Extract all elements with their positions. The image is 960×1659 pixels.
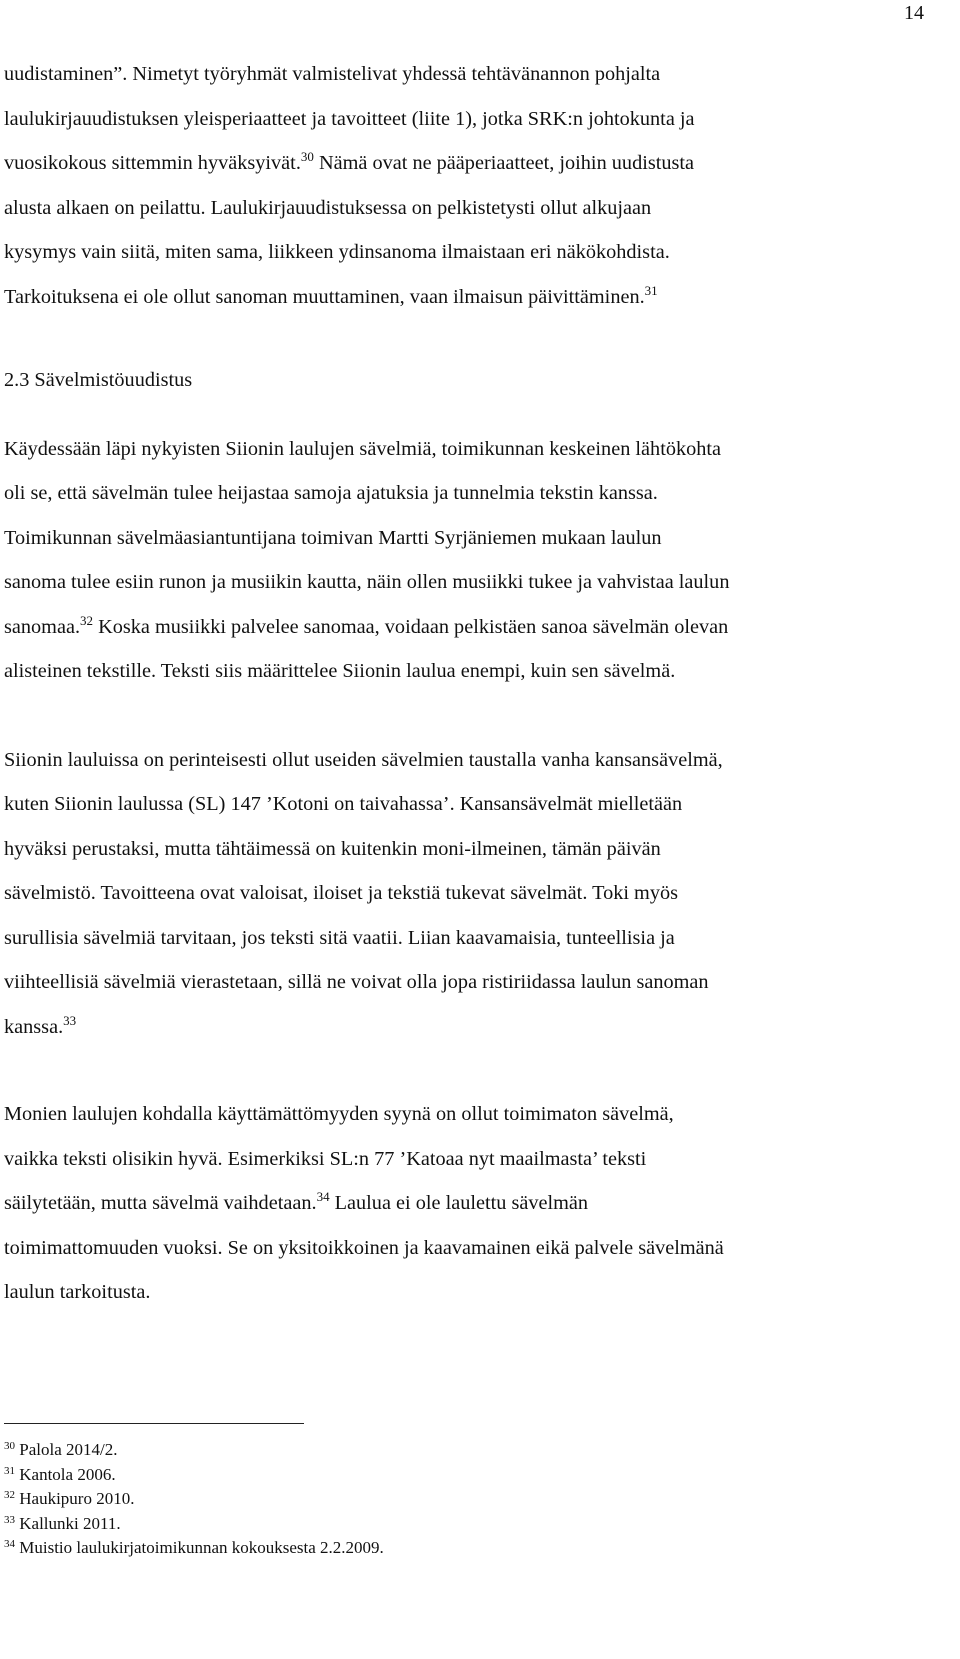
text-line [4, 1005, 924, 1050]
footnote-33 [4, 1512, 604, 1537]
footnote-ref-30[interactable]: 30 [300, 149, 314, 164]
footnote-31 [4, 1463, 604, 1488]
text-span: kanssa. [4, 1015, 64, 1038]
footnote-number: 34 [4, 1538, 15, 1550]
footnote-ref-31[interactable]: 31 [644, 282, 658, 298]
paragraph-3 [4, 1092, 924, 1315]
text-span: Laulua ei ole laulettu sävelmän [329, 1192, 589, 1214]
text-line: hyväksi perustaksi, mutta tähtäimessä on kuitenkin moni-ilmeinen, tämän päivän [4, 837, 661, 860]
text-span: Tarkoituksena ei ole ollut sanoman muuttaminen, vaan ilmaisun päivittäminen. [4, 285, 645, 308]
footnote-text: Kallunki 2011. [15, 1513, 121, 1533]
text-line: laulun tarkoitusta. [4, 1281, 151, 1303]
text-line [4, 605, 924, 650]
page-number: 14 [904, 2, 924, 24]
footnote-text: Palola 2014/2. [15, 1440, 118, 1459]
spacer [4, 403, 924, 427]
text-line: sävelmistö. Tavoitteena ovat valoisat, iloiset ja tekstiä tukevat sävelmät. Toki myös [4, 882, 679, 904]
text-line: Toimikunnan sävelmäasiantuntijana toimivan Martti Syrjäniemen mukaan laulun [4, 526, 662, 549]
footnote-divider [4, 1423, 304, 1424]
text-span: sanomaa. [4, 615, 81, 638]
footnote-ref-33[interactable]: 33 [63, 1012, 77, 1028]
text-line: sanoma tulee esiin runon ja musiikin kautta, näin ollen musiikki tukee ja vahvistaa laulun [4, 571, 730, 593]
text-line: laulukirjauudistuksen yleisperiaatteet ja tavoitteet (liite 1), jotka SRK:n johtokunta ja [4, 107, 695, 130]
text-span: Nämä ovat ne pääperiaatteet, joihin uudistusta [313, 152, 695, 174]
footnote-text: Kantola 2006. [15, 1464, 116, 1484]
text-line [4, 275, 924, 320]
paragraph-2 [4, 738, 924, 1050]
text-line: toimimattomuuden vuoksi. Se on yksitoikkoinen ja kaavamainen eikä palvele sävelmänä [4, 1236, 724, 1259]
footnote-34 [4, 1536, 604, 1561]
text-line: alusta alkaen on peilattu. Laulukirjauudistuksessa on pelkistetysti ollut alkujaan [4, 196, 652, 219]
text-line: oli se, että sävelmän tulee heijastaa samoja ajatuksia ja tunnelmia tekstin kanssa. [4, 482, 658, 504]
footnotes-section [4, 1423, 604, 1561]
text-line: alisteinen tekstille. Teksti siis määrittelee Siionin laulua enempi, kuin sen sävelmä. [4, 660, 676, 682]
footnote-text: Haukipuro 2010. [15, 1489, 135, 1508]
text-line: kuten Siionin laulussa (SL) 147 ’Kotoni on taivahassa’. Kansansävelmät mielletään [4, 793, 683, 815]
text-line [4, 141, 924, 186]
footnote-number: 32 [4, 1489, 15, 1501]
footnote-30 [4, 1438, 604, 1463]
intro-paragraph [4, 52, 924, 319]
spacer [4, 319, 924, 358]
footnote-32 [4, 1487, 604, 1512]
text-span: Koska musiikki palvelee sanomaa, voidaan pelkistäen sanoa sävelmän olevan [93, 615, 729, 638]
footnote-ref-32[interactable]: 32 [80, 612, 94, 628]
footnote-text: Muistio laulukirjatoimikunnan kokouksesta 2.2.2009. [15, 1538, 384, 1557]
document-body [4, 52, 924, 1315]
section-heading: 2.3 Sävelmistöuudistus [4, 369, 193, 391]
text-line: uudistaminen”. Nimetyt työryhmät valmistelivat yhdessä tehtävänannon pohjalta [4, 63, 661, 85]
text-line: Käydessään läpi nykyisten Siionin laulujen sävelmiä, toimikunnan keskeinen lähtökohta [4, 437, 722, 460]
text-span: vuosikokous sittemmin hyväksyivät. [4, 152, 301, 174]
paragraph-1 [4, 427, 924, 694]
text-span: säilytetään, mutta sävelmä vaihdetaan. [4, 1192, 317, 1214]
footnote-number: 30 [4, 1440, 15, 1452]
text-line: surullisia sävelmiä tarvitaan, jos teksti sitä vaatii. Liian kaavamaisia, tunteellisia ja [4, 926, 675, 949]
spacer [4, 694, 924, 738]
text-line: Monien laulujen kohdalla käyttämättömyyden syynä on ollut toimimaton sävelmä, [4, 1103, 674, 1125]
text-line [4, 1181, 924, 1226]
text-line: viihteellisiä sävelmiä vierastetaan, sillä ne voivat olla jopa ristiriidassa laulun sanoman [4, 971, 709, 993]
footnote-ref-34[interactable]: 34 [316, 1189, 330, 1204]
footnote-number: 33 [4, 1513, 15, 1526]
text-line: kysymys vain siitä, miten sama, liikkeen ydinsanoma ilmaistaan eri näkökohdista. [4, 241, 670, 263]
spacer [4, 1049, 924, 1092]
text-line: vaikka teksti olisikin hyvä. Esimerkiksi SL:n 77 ’Katoaa nyt maailmasta’ teksti [4, 1147, 647, 1170]
footnote-number: 31 [4, 1464, 15, 1477]
text-line: Siionin lauluissa on perinteisesti ollut useiden sävelmien taustalla vanha kansansävelmä, [4, 748, 723, 771]
